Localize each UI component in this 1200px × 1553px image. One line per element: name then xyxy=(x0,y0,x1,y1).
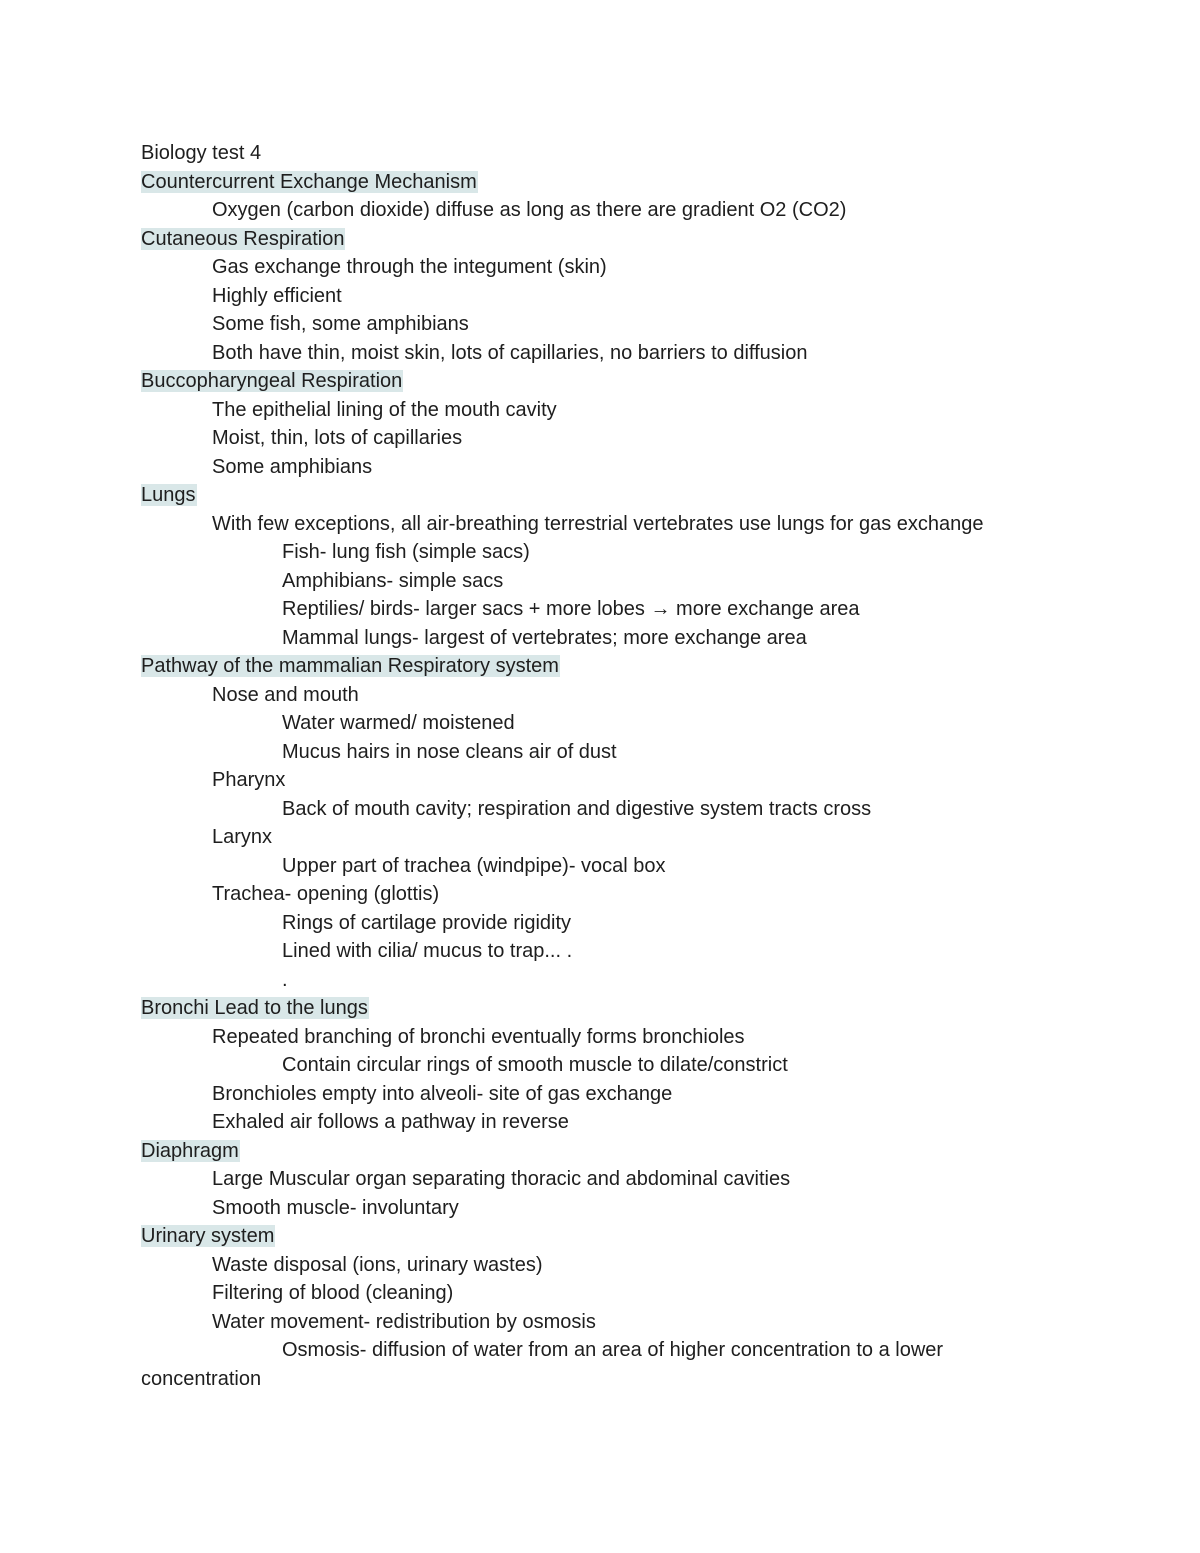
sub-bullet-line: Amphibians- simple sacs xyxy=(282,569,504,592)
section-heading xyxy=(141,225,1101,254)
section-heading xyxy=(141,481,1101,510)
bullet-line: Highly efficient xyxy=(212,284,342,307)
body-line-osmosis-continuation: concentration xyxy=(141,1367,262,1390)
bullet-line: Gas exchange through the integument (skin) xyxy=(212,256,607,278)
section-heading xyxy=(141,652,1101,681)
section-heading xyxy=(141,1222,1101,1251)
bullet-line: Trachea- opening (glottis) xyxy=(212,883,440,905)
section-heading xyxy=(141,994,1101,1023)
section-heading-text: Cutaneous Respiration xyxy=(141,227,345,250)
bullet-line: Both have thin, moist skin, lots of capillaries, no barriers to diffusion xyxy=(212,341,808,364)
bullet-line: Pharynx xyxy=(212,769,286,791)
sub-bullet-line: Water warmed/ moistened xyxy=(282,712,515,734)
bullet-line: Repeated branching of bronchi eventually forms bronchioles xyxy=(212,1025,745,1048)
section-heading-text: Countercurrent Exchange Mechanism xyxy=(141,170,477,193)
section-heading-text: Buccopharyngeal Respiration xyxy=(141,370,403,392)
bullet-line: Large Muscular organ separating thoracic and abdominal cavities xyxy=(212,1168,791,1190)
bullet-line: Waste disposal (ions, urinary wastes) xyxy=(212,1253,543,1276)
document-body xyxy=(141,168,1101,1337)
bullet-line: Nose and mouth xyxy=(212,683,359,706)
section-heading xyxy=(141,367,1101,396)
bullet-line: With few exceptions, all air-breathing terrestrial vertebrates use lungs for gas exchange xyxy=(212,512,984,535)
sub-bullet-line: Contain circular rings of smooth muscle to dilate/constrict xyxy=(282,1054,788,1076)
sub-bullet-line: Upper part of trachea (windpipe)- vocal box xyxy=(282,854,666,877)
sub-bullet-line: Fish- lung fish (simple sacs) xyxy=(282,541,530,563)
body-line-osmosis: Osmosis- diffusion of water from an area of higher concentration to a lower xyxy=(282,1339,944,1361)
bullet-line: Exhaled air follows a pathway in reverse xyxy=(212,1111,569,1133)
sub-bullet-line: Mammal lungs- largest of vertebrates; more exchange area xyxy=(282,626,807,649)
bullet-line: Bronchioles empty into alveoli- site of gas exchange xyxy=(212,1082,673,1105)
bullet-line: Filtering of blood (cleaning) xyxy=(212,1282,454,1304)
document-title: Biology test 4 xyxy=(141,142,262,164)
bullet-line: Some fish, some amphibians xyxy=(212,313,469,335)
sub-bullet-line: . xyxy=(282,968,288,991)
bullet-line: Moist, thin, lots of capillaries xyxy=(212,427,463,449)
section-heading-text: Diaphragm xyxy=(141,1139,239,1162)
section-heading xyxy=(141,1137,1101,1166)
bullet-line: Smooth muscle- involuntary xyxy=(212,1196,459,1219)
bullet-line: Larynx xyxy=(212,826,273,848)
bullet-line: The epithelial lining of the mouth cavity xyxy=(212,398,557,421)
sub-bullet-line: Rings of cartilage provide rigidity xyxy=(282,911,572,934)
section-heading xyxy=(141,168,1101,197)
section-heading-text: Lungs xyxy=(141,484,196,506)
section-heading-text: Pathway of the mammalian Respiratory system xyxy=(141,655,559,677)
sub-bullet-line: Back of mouth cavity; respiration and digestive system tracts cross xyxy=(282,797,872,820)
section-heading-text: Bronchi Lead to the lungs xyxy=(141,997,368,1019)
sub-bullet-line: Lined with cilia/ mucus to trap... . xyxy=(282,940,573,962)
bullet-line: Oxygen (carbon dioxide) diffuse as long as there are gradient O2 (CO2) xyxy=(212,199,847,221)
sub-bullet-line: Mucus hairs in nose cleans air of dust xyxy=(282,740,617,763)
section-heading-text: Urinary system xyxy=(141,1225,275,1247)
bullet-line: Water movement- redistribution by osmosis xyxy=(212,1310,596,1333)
sub-bullet-line: Reptilies/ birds- larger sacs + more lobes → more exchange area xyxy=(282,598,860,620)
document-page xyxy=(141,139,1101,1393)
bullet-line: Some amphibians xyxy=(212,455,373,478)
